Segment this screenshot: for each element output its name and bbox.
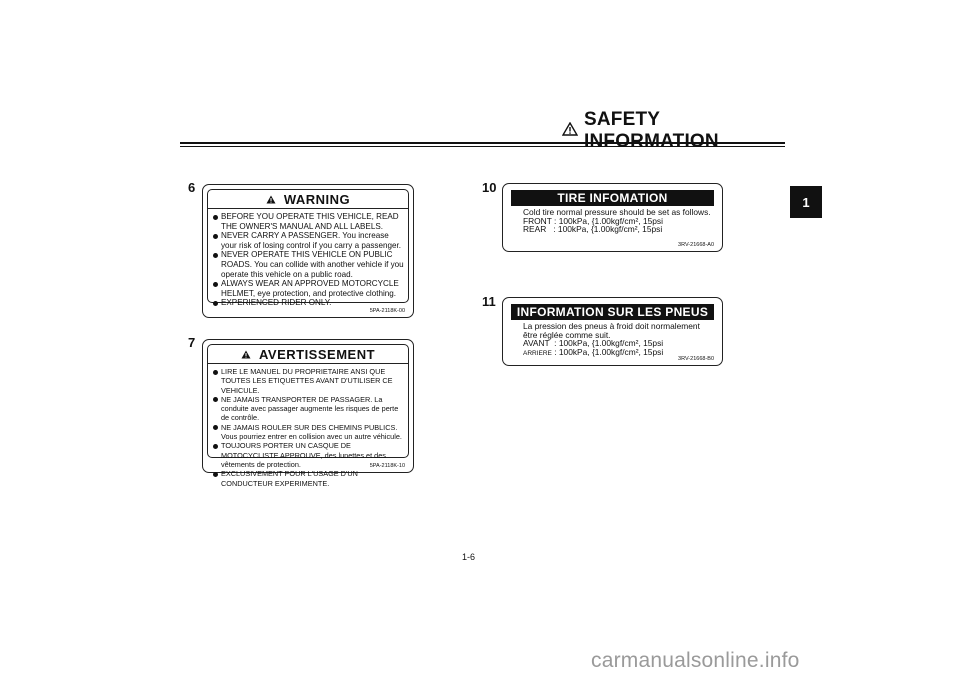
label-number-7: 7 — [188, 335, 196, 350]
rear-label: ARRIERE — [523, 349, 552, 357]
avertissement-label-heading: AVERTISSEMENT — [208, 345, 408, 364]
warning-triangle-icon — [241, 347, 251, 362]
list-item: BEFORE YOU OPERATE THIS VEHICLE, READ THE OWNER'S MANUAL AND ALL LABELS. — [212, 212, 404, 231]
list-item: NE JAMAIS TRANSPORTER DE PASSAGER. La conduite avec passager augmente les risques de perte de contrôle. — [212, 395, 404, 423]
header-rule-thin — [180, 146, 785, 147]
list-item: NEVER CARRY A PASSENGER. You increase your risk of losing control if you carry a passenger. — [212, 231, 404, 250]
chapter-tab: 1 — [790, 186, 822, 218]
avertissement-label — [202, 339, 414, 488]
front-value: 100kPa, {1.00kgf/cm², 15psi — [558, 215, 663, 226]
header-rule — [180, 142, 785, 144]
label-code: 3RV-21668-A0 — [678, 242, 714, 248]
list-item: EXCLUSIVEMENT POUR L'USAGE D'UN CONDUCTEUR EXPERIMENTE. — [212, 469, 404, 488]
section-header — [562, 109, 786, 152]
front-label: AVANT — [523, 338, 550, 349]
page-number: 1-6 — [462, 552, 476, 562]
avertissement-items — [208, 364, 408, 488]
rear-value: 100kPa, {1.00kgf/cm², 15psi — [557, 224, 663, 235]
label-code: 3RV-21668-B0 — [678, 356, 714, 362]
tire-info-label — [502, 183, 723, 252]
warning-items — [208, 209, 408, 308]
watermark: carmanualsonline.info — [591, 649, 800, 672]
warning-triangle-icon — [266, 192, 276, 207]
front-value: 100kPa, {1.00kgf/cm², 15psi — [558, 338, 664, 349]
label-code: 5PA-2118K-10 — [369, 463, 405, 469]
warning-label-inner — [207, 189, 409, 308]
list-item: EXPERIENCED RIDER ONLY. — [212, 298, 404, 308]
front-label: FRONT — [523, 215, 552, 226]
tire-info-fr-body: La pression des pneus à froid doit normalement être réglée comme suit. AVANT : 100kPa, {1.00kgf/cm², 15psi ARRIERE : 100kPa, {1.00kgf/cm², 15psi — [523, 321, 700, 357]
label-number-11: 11 — [482, 294, 496, 309]
warning-label — [202, 184, 414, 318]
warning-triangle-icon — [562, 122, 578, 141]
tire-info-heading: TIRE INFOMATION — [511, 190, 714, 206]
tire-info-body: Cold tire normal pressure should be set as follows. FRONT : 100kPa, {1.00kgf/cm², 15psi REAR : 100kPa, {1.00kgf/cm², 15psi — [523, 207, 711, 235]
list-item: NE JAMAIS ROULER SUR DES CHEMINS PUBLICS. Vous pourriez entrer en collision avec un autre véhicule. — [212, 423, 404, 442]
rear-label: REAR — [523, 224, 547, 235]
label-number-10: 10 — [482, 180, 497, 195]
tire-info-fr-label — [502, 297, 723, 366]
list-item: ALWAYS WEAR AN APPROVED MOTORCYCLE HELMET, eye protection, and protective clothing. — [212, 279, 404, 298]
page-title: SAFETY INFORMATION — [584, 109, 719, 152]
label-code: 5PA-2118K-00 — [369, 308, 405, 314]
list-item: NEVER OPERATE THIS VEHICLE ON PUBLIC ROADS. You can collide with another vehicle if you operate this vehicle on a public road. — [212, 250, 404, 279]
list-item: LIRE LE MANUEL DU PROPRIETAIRE ANSI QUE TOUTES LES ETIQUETTES AVANT D'UTILISER CE VEHICULE. — [212, 367, 404, 395]
warning-label-heading: WARNING — [208, 190, 408, 209]
tire-info-fr-heading: INFORMATION SUR LES PNEUS — [511, 304, 714, 320]
rear-value: 100kPa, {1.00kgf/cm², 15psi — [558, 346, 664, 357]
list-item: TOUJOURS PORTER UN CASQUE DE MOTOCYCLISTE APPROUVE, des lunettes et des vêtements de protection. — [212, 441, 404, 469]
label-number-6: 6 — [188, 180, 196, 195]
